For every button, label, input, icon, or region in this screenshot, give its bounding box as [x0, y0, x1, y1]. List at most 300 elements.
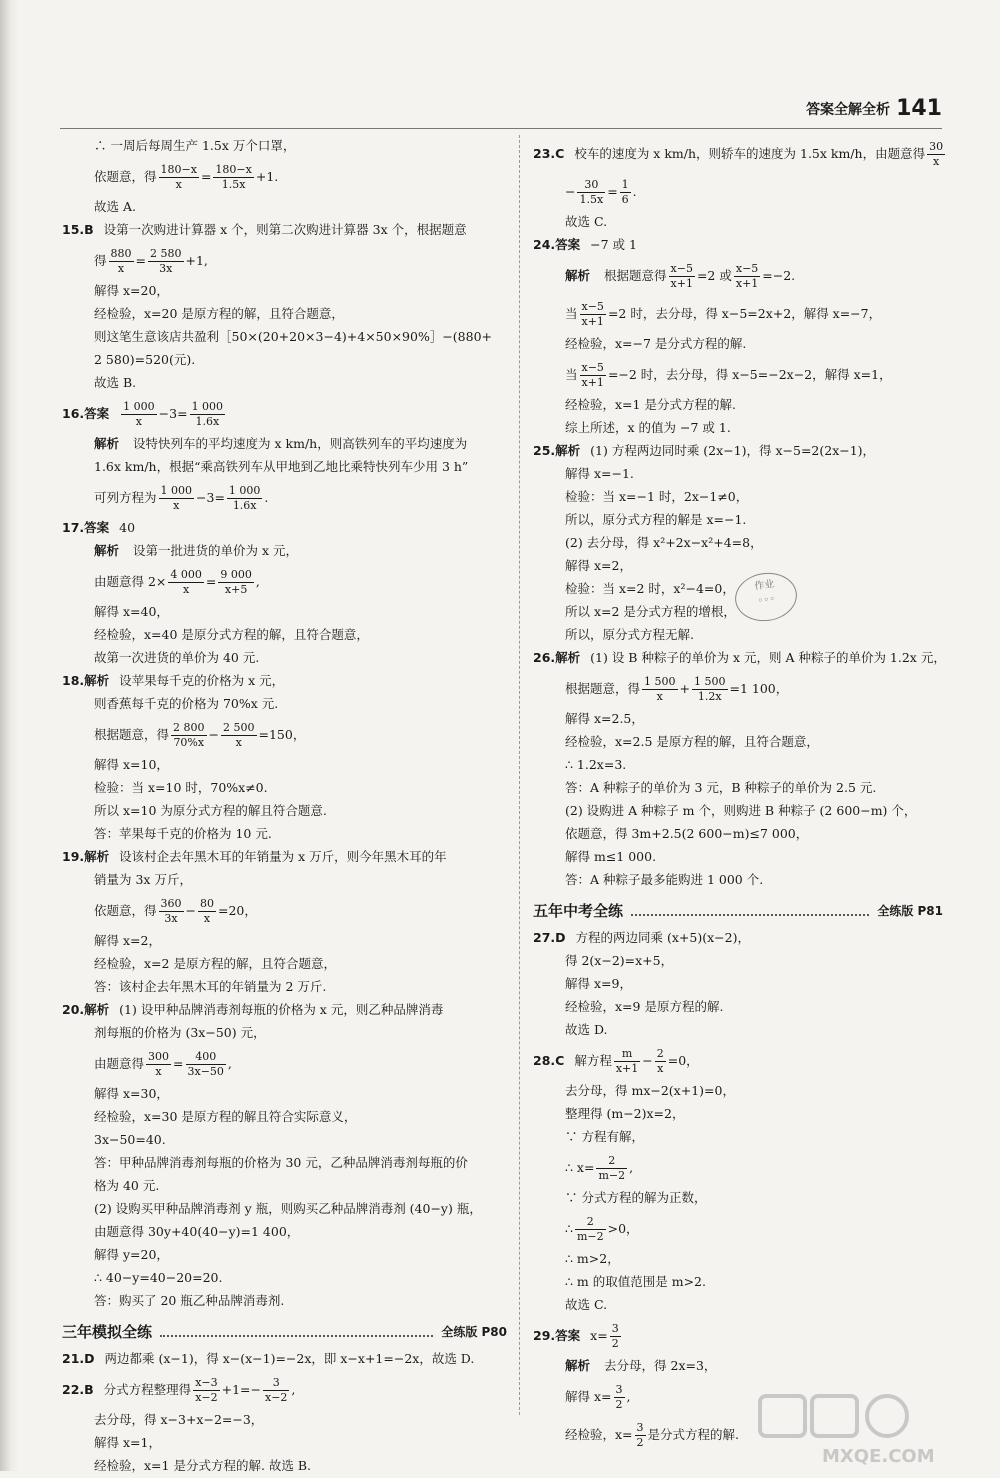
- stamp-seal: 作业 ◦◦◦: [732, 569, 800, 625]
- line-text: (1) 方程两边同时乘 (2x−1)，得 x−5=2(2x−1)，: [590, 443, 876, 458]
- line-text: 则香蕉每千克的价格为 70%x 元.: [94, 696, 279, 711]
- line-text: 解得 x=2，: [565, 558, 632, 573]
- text-line: [533, 869, 943, 892]
- line-text: 解得 x=9，: [565, 976, 632, 991]
- fraction-numerator: 80: [200, 896, 214, 910]
- fraction-numerator: m: [614, 1047, 640, 1062]
- fraction-denominator: x−2: [264, 1390, 288, 1404]
- fraction-numerator: 2: [575, 1215, 606, 1230]
- text-line: [533, 1317, 943, 1355]
- line-text: 检验：当 x=−1 时，2x−1≠0，: [565, 489, 749, 504]
- line-text: 设特快列车的平均速度为 x km/h，则高铁列车的平均速度为: [133, 436, 468, 451]
- text-line: [533, 417, 943, 440]
- fraction-denominator: m−2: [576, 1229, 604, 1243]
- text-line: [62, 930, 507, 953]
- line-text: 则这笔生意该店共盈利［50×(20+20×3−4)+4×50×90%］−(880+: [94, 329, 493, 344]
- fraction-denominator: 3x−50: [187, 1064, 224, 1078]
- line-text: 当: [565, 306, 578, 321]
- line-text: 所以，原分式方程无解.: [565, 627, 694, 642]
- fraction-denominator: 1.6x: [195, 414, 220, 428]
- text-line: [533, 509, 943, 532]
- line-text: 经检验，x=20 是原方程的解，且符合题意，: [94, 306, 344, 321]
- fraction: [198, 897, 216, 926]
- text-line: [533, 800, 943, 823]
- fraction: [575, 1215, 606, 1244]
- text-line: [62, 1022, 507, 1045]
- text-line: [533, 234, 943, 257]
- text-line: [62, 869, 507, 892]
- fraction-numerator: 1 000: [160, 483, 193, 497]
- line-text: ∵ 分式方程的解为正数，: [565, 1190, 707, 1205]
- question-number: 28.C: [533, 1053, 565, 1068]
- fraction-denominator: 3x: [159, 261, 173, 275]
- line-text: 解得 x=40，: [94, 604, 169, 619]
- fraction-numerator: 2 580: [150, 246, 182, 260]
- text-line: [533, 1126, 943, 1149]
- text-line: [533, 777, 943, 800]
- line-text: 经检验，x=30 是原方程的解且符合实际意义，: [94, 1109, 357, 1124]
- line-text: 检验：当 x=10 时，70%x≠0.: [94, 780, 268, 795]
- fraction-denominator: x: [656, 689, 663, 703]
- fraction-numerator: 30: [577, 178, 605, 193]
- math-text: ,: [227, 1056, 232, 1071]
- line-text: 故选 A.: [94, 199, 136, 214]
- fraction-numerator: 1 500: [694, 674, 726, 688]
- text-line: [533, 295, 943, 333]
- line-text: 分式方程整理得: [103, 1382, 192, 1397]
- fraction: [580, 361, 606, 390]
- text-line: [62, 823, 507, 846]
- line-text: ∴ 1.2x=3.: [565, 757, 627, 772]
- text-line: [533, 555, 943, 578]
- question-number: 17.答案: [62, 520, 110, 535]
- fraction-denominator: x: [175, 177, 182, 191]
- line-text: 根据题意得: [604, 268, 667, 283]
- line-text: 整理得 (m−2)x=2，: [565, 1106, 685, 1121]
- fraction-numerator: 1 000: [228, 483, 261, 497]
- line-text: 所以，原分式方程的解是 x=−1.: [565, 512, 747, 527]
- math-text: ,: [629, 1160, 634, 1175]
- line-text: −7 或 1: [590, 237, 637, 252]
- math-text: −3=: [158, 406, 188, 421]
- text-line: [533, 1149, 943, 1187]
- line-text: 设苹果每千克的价格为 x 元，: [119, 673, 285, 688]
- text-line: [533, 1294, 943, 1317]
- line-text: 依题意，得: [94, 903, 157, 918]
- fraction-denominator: x: [155, 1064, 162, 1078]
- text-line: [533, 927, 943, 950]
- question-number: 27.D: [533, 930, 566, 945]
- text-line: [62, 800, 507, 823]
- question-number: 26.解析: [533, 650, 581, 665]
- line-text: 解方程: [574, 1053, 612, 1068]
- text-line: [62, 479, 507, 517]
- fraction: [213, 163, 253, 192]
- fraction-numerator: x−5: [670, 261, 693, 275]
- line-text: 经检验，x=−7 是分式方程的解.: [565, 336, 747, 351]
- section-page-ref: 全练版 P80: [441, 1325, 507, 1339]
- fraction-denominator: 1.5x: [221, 177, 246, 191]
- section-title: 三年模拟全练: [62, 1323, 153, 1341]
- line-text: 经检验，x=40 是原分式方程的解，且符合题意，: [94, 627, 369, 642]
- fraction-denominator: x+1: [670, 276, 693, 290]
- fraction-denominator: 1.6x: [232, 498, 257, 512]
- fraction: [610, 1322, 621, 1351]
- line-text: 当: [565, 367, 578, 382]
- text-line: [533, 1042, 943, 1080]
- analysis-label: 解析: [94, 436, 120, 451]
- math-text: =: [607, 184, 618, 199]
- fraction: [121, 400, 157, 429]
- fraction-denominator: x: [932, 154, 940, 168]
- left-column: [62, 135, 507, 1478]
- fraction: [596, 1154, 627, 1183]
- text-line: [533, 211, 943, 234]
- math-text: +1=−: [221, 1382, 261, 1397]
- fraction-numerator: 2 800: [173, 720, 205, 734]
- text-line: [533, 823, 943, 846]
- text-line: [62, 1244, 507, 1267]
- line-text: 经检验，x=9 是原方程的解.: [565, 999, 724, 1014]
- fraction-numerator: 180−x: [160, 162, 197, 176]
- fraction-denominator: x−2: [195, 1390, 218, 1404]
- line-text: 根据题意，得: [94, 727, 170, 742]
- line-text: 答：购买了 20 瓶乙种品牌消毒剂.: [94, 1293, 285, 1308]
- question-number: 22.B: [62, 1382, 94, 1397]
- fraction-denominator: 1.2x: [697, 689, 722, 703]
- math-text: =2 或: [696, 268, 732, 283]
- section-page-ref: 全练版 P81: [877, 904, 943, 918]
- fraction: [577, 178, 605, 207]
- section-heading: [533, 900, 943, 921]
- fraction-denominator: x: [173, 498, 180, 512]
- question-number: 15.B: [62, 222, 94, 237]
- line-text: (1) 设甲种品牌消毒剂每瓶的价格为 x 元，则乙种品牌消毒: [119, 1002, 444, 1017]
- question-number: 18.解析: [62, 673, 110, 688]
- text-line: [62, 693, 507, 716]
- math-text: .: [264, 490, 269, 505]
- fraction-denominator: 2: [611, 1336, 619, 1350]
- question-number: 25.解析: [533, 443, 581, 458]
- fraction-numerator: 360: [160, 896, 182, 910]
- fraction-numerator: 3: [611, 1321, 619, 1335]
- math-text: =2 时，去分母，得 x−5=2x+2，解得 x=−7，: [607, 306, 882, 321]
- text-line: [62, 135, 507, 158]
- math-text: =: [135, 253, 146, 268]
- fraction: [159, 163, 199, 192]
- line-text: 去分母，得 mx−2(x+1)=0，: [565, 1083, 735, 1098]
- line-text: 解得 x=30，: [94, 1086, 169, 1101]
- line-text: 解得 m≤1 000.: [565, 849, 657, 864]
- text-line: [533, 670, 943, 708]
- fraction-numerator: 2: [656, 1046, 664, 1060]
- fraction-numerator: 30: [929, 139, 944, 153]
- text-line: [62, 716, 507, 754]
- text-line: [62, 433, 507, 456]
- line-text: 设第一次购进计算器 x 个，则第二次购进计算器 3x 个，根据题意: [103, 222, 467, 237]
- text-line: [533, 532, 943, 555]
- math-text: .: [632, 184, 637, 199]
- line-text: 所以 x=10 为原分式方程的解且符合题意.: [94, 803, 327, 818]
- fraction-denominator: 2: [636, 1435, 644, 1449]
- text-line: [62, 670, 507, 693]
- line-text: 可列方程为: [94, 490, 157, 505]
- fraction: [927, 140, 945, 169]
- fraction: [218, 568, 254, 597]
- fraction-numerator: x−5: [581, 299, 604, 313]
- text-line: [62, 1129, 507, 1152]
- math-text: >0，: [607, 1221, 639, 1236]
- fraction: [190, 400, 226, 429]
- line-text: ∴ 一周后每周生产 1.5x 万个口罩，: [94, 138, 296, 153]
- fraction-numerator: 1 000: [191, 399, 224, 413]
- fraction-numerator: 2 500: [223, 720, 255, 734]
- line-text: 根据题意，得: [565, 681, 641, 696]
- fraction: [227, 484, 263, 513]
- text-line: [62, 976, 507, 999]
- text-line: [533, 708, 943, 731]
- right-column: [533, 135, 946, 1454]
- text-line: [533, 1355, 943, 1378]
- text-line: [62, 1432, 507, 1455]
- fraction-numerator: 3: [263, 1376, 289, 1391]
- fraction-denominator: x: [117, 261, 125, 275]
- line-text: 解得 x=: [565, 1389, 612, 1404]
- fraction-denominator: m−2: [598, 1168, 626, 1182]
- line-text: 综上所述，x 的值为 −7 或 1.: [565, 420, 731, 435]
- text-line: [533, 394, 943, 417]
- line-text: 经检验，x=1 是分式方程的解.: [565, 397, 736, 412]
- text-line: [62, 953, 507, 976]
- text-line: [533, 1271, 943, 1294]
- line-text: 故选 C.: [565, 214, 608, 229]
- text-line: [533, 624, 943, 647]
- text-line: [62, 1198, 507, 1221]
- text-line: [62, 303, 507, 326]
- line-text: 答：A 种粽子最多能购进 1 000 个.: [565, 872, 764, 887]
- line-text: 故选 C.: [565, 1297, 608, 1312]
- fraction: [221, 721, 257, 750]
- fraction-numerator: x−5: [581, 360, 604, 374]
- line-text: x=: [590, 1328, 608, 1343]
- text-line: [62, 647, 507, 670]
- column-divider: [519, 135, 520, 1415]
- analysis-label: 解析: [565, 268, 591, 283]
- text-line: [62, 892, 507, 930]
- math-text: +: [679, 681, 690, 696]
- line-text: ∴ m 的取值范围是 m>2.: [565, 1274, 706, 1289]
- fraction-numerator: 300: [148, 1049, 170, 1063]
- text-line: [533, 440, 943, 463]
- math-text: −: [565, 184, 576, 199]
- line-text: 两边都乘 (x−1)，得 x−(x−1)=−2x，即 x−x+1=−2x，故选 D.: [104, 1351, 475, 1366]
- fraction-denominator: x: [657, 1061, 664, 1075]
- section-heading: [62, 1321, 507, 1342]
- text-line: [62, 1045, 507, 1083]
- fraction: [168, 568, 204, 597]
- line-text: 得 2(x−2)=x+5，: [565, 953, 674, 968]
- text-line: [62, 777, 507, 800]
- text-line: [62, 601, 507, 624]
- section-leader-dots: [631, 906, 869, 916]
- fraction-denominator: x: [183, 582, 190, 596]
- fraction-denominator: 70%x: [173, 735, 205, 749]
- text-line: [62, 349, 507, 372]
- fraction: [614, 1383, 625, 1412]
- line-text: 故选 D.: [565, 1022, 608, 1037]
- fraction: [109, 247, 134, 276]
- line-text: 经检验，x=2 是原方程的解，且符合题意，: [94, 956, 336, 971]
- question-number: 16.答案: [62, 406, 110, 421]
- math-text: =150，: [258, 727, 306, 742]
- fraction-numerator: 1: [621, 177, 629, 191]
- fraction-numerator: 1 000: [123, 399, 155, 413]
- line-text: ∴ 40−y=40−20=20.: [94, 1270, 223, 1285]
- line-text: 解得 y=20，: [94, 1247, 169, 1262]
- line-text: (2) 设购买甲种品牌消毒剂 y 瓶，则购买乙种品牌消毒剂 (40−y) 瓶，: [94, 1201, 482, 1216]
- text-line: [62, 1267, 507, 1290]
- section-leader-dots: [160, 1327, 433, 1337]
- fraction: [171, 721, 207, 750]
- line-text: ∴ m>2，: [565, 1251, 620, 1266]
- fraction-numerator: 3: [636, 1420, 644, 1434]
- line-text: 设该村企去年黑木耳的年销量为 x 万斤，则今年黑木耳的年: [119, 849, 447, 864]
- line-text: 经检验，x=2.5 是原方程的解，且符合题意，: [565, 734, 819, 749]
- math-text: =20，: [218, 903, 257, 918]
- line-text: ∴: [565, 1221, 573, 1236]
- line-text: 由题意得 2×: [94, 574, 167, 589]
- line-text: 解得 x=20，: [94, 283, 169, 298]
- text-line: [62, 280, 507, 303]
- text-line: [533, 1248, 943, 1271]
- text-line: [62, 456, 507, 479]
- text-line: [62, 196, 507, 219]
- fraction-denominator: x: [135, 414, 143, 428]
- math-text: ,: [291, 1382, 296, 1397]
- text-line: [62, 1371, 507, 1409]
- page-number: 141: [896, 96, 942, 121]
- line-text: (1) 设 B 种粽子的单价为 x 元，则 A 种粽子的单价为 1.2x 元，: [590, 650, 946, 665]
- text-line: [62, 1409, 507, 1432]
- line-text: 方程的两边同乘 (x+5)(x−2)，: [575, 930, 750, 945]
- fraction-denominator: 6: [621, 192, 629, 206]
- text-line: [533, 973, 943, 996]
- fraction-denominator: x: [235, 735, 242, 749]
- fraction: [193, 1376, 219, 1405]
- math-text: =−2.: [762, 268, 796, 283]
- text-line: [533, 647, 946, 670]
- fraction-denominator: x+1: [615, 1061, 639, 1075]
- math-text: 是分式方程的解.: [647, 1427, 740, 1442]
- math-text: =0，: [667, 1053, 699, 1068]
- line-text: 答：苹果每千克的价格为 10 元.: [94, 826, 272, 841]
- fraction-numerator: 1 500: [644, 674, 676, 688]
- text-line: [533, 173, 943, 211]
- text-line: [62, 1175, 507, 1198]
- page-header: [806, 96, 942, 121]
- text-line: [62, 242, 507, 280]
- fraction-numerator: 400: [186, 1050, 226, 1065]
- text-line: [533, 1103, 943, 1126]
- line-text: 解得 x=2，: [94, 933, 161, 948]
- text-line: [533, 1187, 943, 1210]
- question-number: 24.答案: [533, 237, 581, 252]
- line-text: 解得 x=2.5，: [565, 711, 644, 726]
- math-text: ,: [626, 1389, 631, 1404]
- header-title: 答案全解全析: [806, 101, 891, 118]
- fraction-numerator: x−3: [195, 1375, 218, 1389]
- text-line: [62, 1348, 507, 1371]
- fraction-denominator: 2: [615, 1397, 623, 1411]
- math-text: =−2 时，去分母，得 x−5=−2x−2，解得 x=1，: [607, 367, 892, 382]
- text-line: [533, 356, 943, 394]
- line-text: ∴ x=: [565, 1160, 595, 1175]
- text-line: [533, 731, 943, 754]
- text-line: [62, 1221, 507, 1244]
- svg-text:MXQE.COM: MXQE.COM: [822, 1446, 935, 1467]
- text-line: [62, 158, 507, 196]
- line-text: 格为 40 元.: [94, 1178, 160, 1193]
- fraction: [263, 1376, 289, 1405]
- line-text: 2 580)=520(元).: [94, 352, 196, 367]
- fraction-numerator: 3: [615, 1382, 623, 1396]
- fraction: [159, 897, 184, 926]
- line-text: 40: [119, 520, 136, 535]
- fraction-numerator: 880: [110, 246, 132, 260]
- text-line: [533, 1019, 943, 1042]
- text-line: [62, 1455, 507, 1478]
- text-line: [533, 486, 943, 509]
- line-text: 经检验，x=: [565, 1427, 633, 1442]
- fraction: [734, 262, 760, 291]
- line-text: (2) 设购进 A 种粽子 m 个，则购进 B 种粽子 (2 600−m) 个，: [565, 803, 917, 818]
- math-text: −3=: [196, 490, 225, 505]
- math-text: =: [200, 169, 212, 184]
- text-line: [62, 624, 507, 647]
- line-text: 经检验，x=1 是分式方程的解. 故选 B.: [94, 1458, 312, 1473]
- text-line: [533, 135, 943, 173]
- line-text: 解得 x=10，: [94, 757, 169, 772]
- text-line: [62, 1152, 507, 1175]
- fraction-denominator: x+1: [735, 276, 759, 290]
- line-text: 依题意，得 3m+2.5(2 600−m)≤7 000，: [565, 826, 809, 841]
- line-text: 解得 x=1，: [94, 1435, 161, 1450]
- fraction-denominator: x+1: [581, 314, 604, 328]
- text-line: [533, 996, 943, 1019]
- fraction: [580, 300, 606, 329]
- text-line: [62, 326, 507, 349]
- line-text: (2) 去分母，得 x²+2x−x²+4=8，: [565, 535, 763, 550]
- line-text: 去分母，得 x−3+x−2=−3，: [94, 1412, 264, 1427]
- math-text: ,: [255, 574, 260, 589]
- fraction-denominator: 1.5x: [579, 192, 604, 206]
- math-text: −: [185, 903, 196, 918]
- text-line: [62, 1290, 507, 1313]
- line-text: 依题意，得: [94, 169, 157, 184]
- question-number: 29.答案: [533, 1328, 581, 1343]
- fraction-numerator: x−5: [735, 261, 759, 275]
- fraction-denominator: 3x: [164, 911, 178, 925]
- fraction: [148, 247, 184, 276]
- line-text: 答：该村企去年黑木耳的年销量为 2 万斤.: [94, 979, 327, 994]
- line-text: 解得 x=−1.: [565, 466, 634, 481]
- line-text: 由题意得 30y+40(40−y)=1 400，: [94, 1224, 300, 1239]
- line-text: 剂每瓶的价格为 (3x−50) 元，: [94, 1025, 266, 1040]
- analysis-label: 解析: [565, 1358, 591, 1373]
- fraction-denominator: x+1: [581, 375, 604, 389]
- text-line: [62, 1106, 507, 1129]
- fraction: [669, 262, 695, 291]
